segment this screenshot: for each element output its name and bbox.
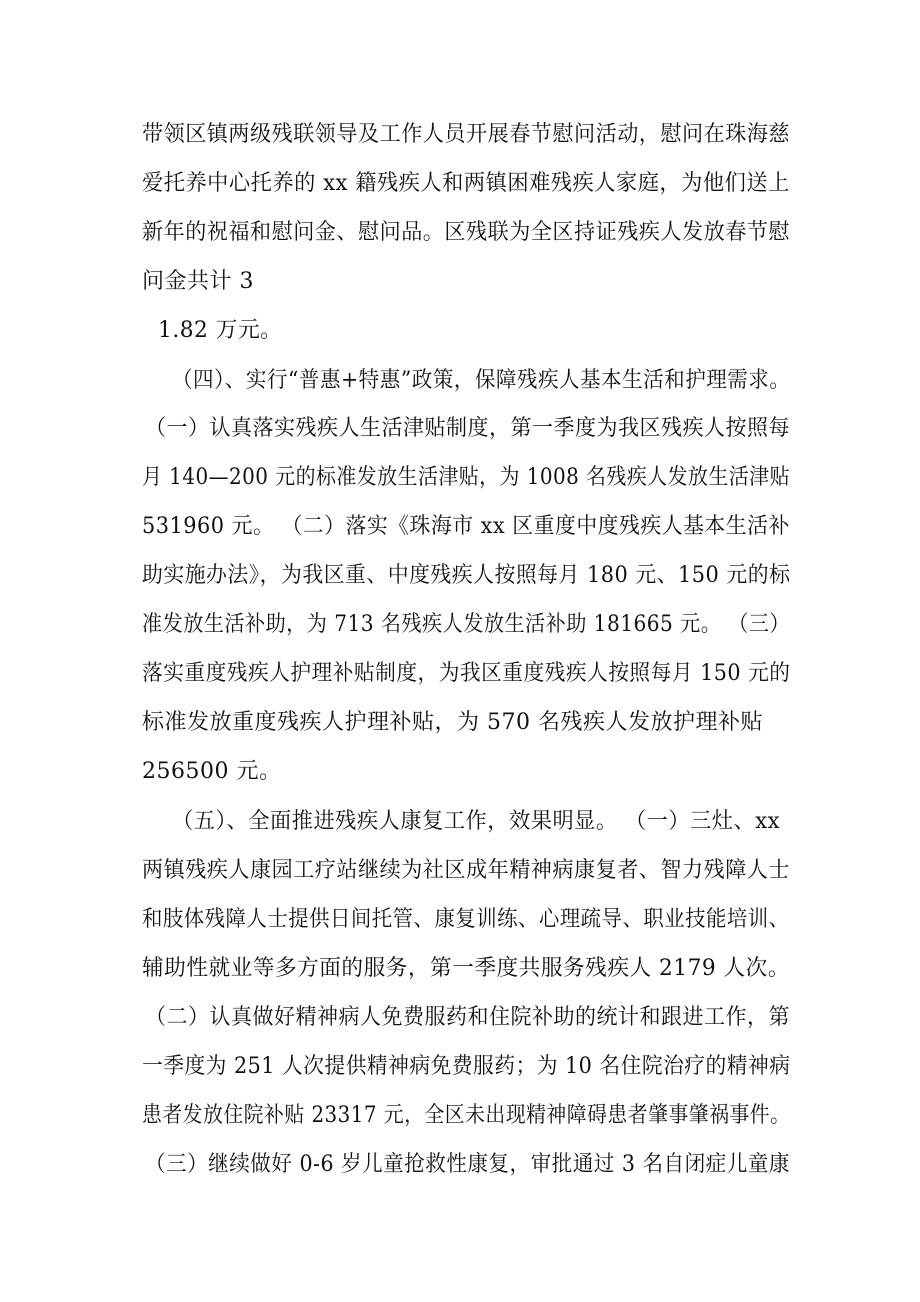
section-heading: （四）、实行“普惠+特惠”政策，保障残疾人基本生活和护理需求。 (172, 368, 791, 393)
text-line: 两镇残疾人康园工疗站继续为社区成年精神病康复者、智力残障人士 (142, 858, 791, 883)
text-line: 和肢体残障人士提供日间托管、康复训练、心理疏导、职业技能培训、 (142, 907, 790, 932)
text-line: 256500 元。 (142, 759, 282, 784)
text-line: 助实施办法》，为我区重、中度残疾人按照每月 180 元、150 元的标 (142, 563, 791, 588)
text-line: 患者发放住院补贴 23317 元，全区未出现精神障碍患者肇事肇祸事件。 (142, 1103, 791, 1128)
text-line: （一）认真落实残疾人生活津贴制度，第一季度为我区残疾人按照每 (145, 416, 791, 441)
text-line: 爱托养中心托养的 xx 籍残疾人和两镇困难残疾人家庭，为他们送上 (142, 171, 790, 196)
text-line: 标准发放重度残疾人护理补贴，为 570 名残疾人发放护理补贴 (142, 710, 763, 735)
text-line: 1.82 万元。 (158, 318, 283, 343)
text-line: 带领区镇两级残联领导及工作人员开展春节慰问活动，慰问在珠海慈 (142, 122, 791, 147)
text-line: 辅助性就业等多方面的服务，第一季度共服务残疾人 2179 人次。 (142, 956, 790, 981)
text-line: 新年的祝福和慰问金、慰问品。区残联为全区持证残疾人发放春节慰 (142, 220, 791, 245)
text-line: （二）认真做好精神病人免费服药和住院补助的统计和跟进工作，第 (145, 1005, 791, 1030)
text-line: 落实重度残疾人护理补贴制度，为我区重度残疾人按照每月 150 元的 (142, 661, 791, 686)
text-line: 准发放生活补助，为 713 名残疾人发放生活补助 181665 元。 （三） (142, 612, 790, 637)
text-line: 问金共计 3 (142, 269, 254, 294)
text-line: 月 140—200 元的标准发放生活津贴，为 1008 名残疾人发放生活津贴 (142, 465, 790, 490)
text-line: 一季度为 251 人次提供精神病免费服药；为 10 名住院治疗的精神病 (142, 1054, 791, 1079)
text-line: （三）继续做好 0-6 岁儿童抢救性康复，审批通过 3 名自闭症儿童康 (145, 1152, 790, 1177)
text-line: 531960 元。 （二）落实《珠海市 xx 区重度中度残疾人基本生活补 (142, 514, 790, 539)
section-heading: （五）、全面推进残疾人康复工作，效果明显。 （一）三灶、xx (172, 809, 781, 834)
